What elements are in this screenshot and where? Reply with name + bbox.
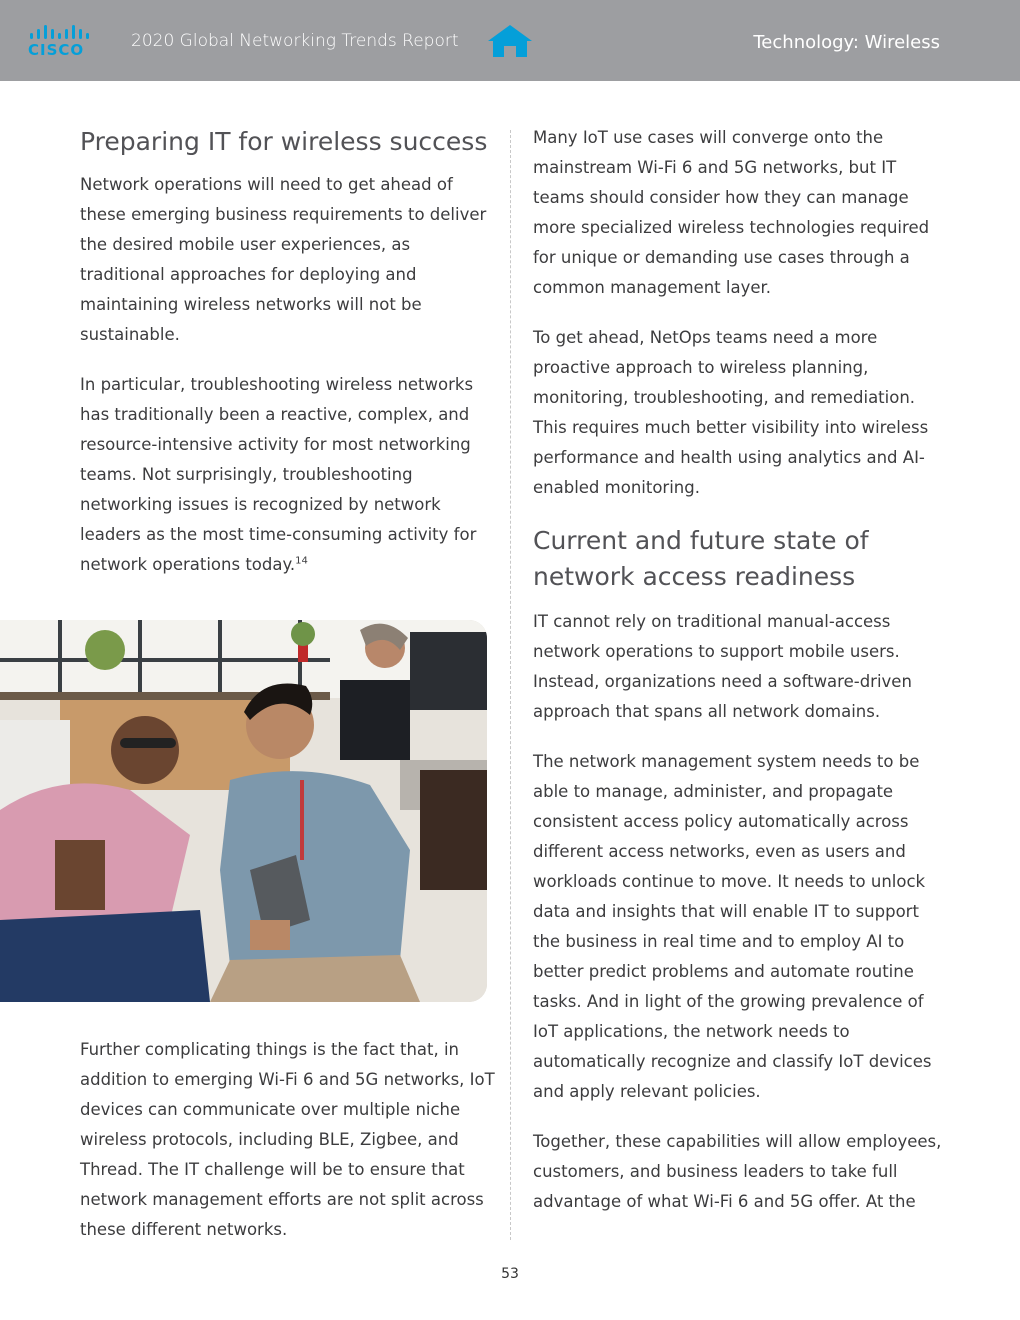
cisco-bars-icon [28,24,94,42]
section-label: Technology: Wireless [753,32,940,53]
logo-wordmark: CISCO [28,41,85,59]
paragraph: IT cannot rely on traditional manual-access network operations to support mobile users. Instead, organizations need a software-driven approach that spans all network domains. [533,612,912,721]
office-photo [0,620,487,1002]
footnote-ref[interactable]: 14 [295,555,308,567]
page-number: 53 [501,1266,519,1282]
section-heading: Current and future state of network access readiness [533,526,869,591]
paragraph: Further complicating things is the fact that, in addition to emerging Wi-Fi 6 and 5G networks, IoT devices can communicate over multiple niche wireless protocols, including BLE, Zigbee, and Thread. The IT challenge will be to ensure that network management efforts are not split across these different networks. [80,1040,495,1239]
left-column-top [80,124,490,600]
paragraph: Together, these capabilities will allow employees, customers, and business leaders to take full advantage of what Wi-Fi 6 and 5G offer. At the [533,1132,942,1211]
report-title: 2020 Global Networking Trends Report [131,31,459,51]
paragraph: Many IoT use cases will converge onto the mainstream Wi-Fi 6 and 5G networks, but IT teams should consider how they can manage more specialized wireless technologies required for unique or demanding use cases through a common management layer. [533,128,930,297]
paragraph: The network management system needs to be able to manage, administer, and propagate consistent access policy automatically across different access networks, even as users and workloads continue to move. It needs to unlock data and insights that will enable IT to support the business in real time and to employ AI to better predict problems and automate routine tasks. And in light of the growing prevalence of IoT applications, the network needs to automatically recognize and classify IoT devices and apply relevant policies. [533,752,932,1101]
right-column [533,123,943,1237]
header-bar [0,0,1020,81]
section-heading: Preparing IT for wireless success [80,127,488,156]
paragraph: Network operations will need to get ahead of these emerging business requirements to deliver the desired mobile user experiences, as traditional approaches for deploying and maintaining wireless networks will not be sustainable. [80,175,487,344]
column-divider [510,130,511,1240]
cisco-logo[interactable] [28,24,96,60]
paragraph-text: In particular, troubleshooting wireless networks has traditionally been a reactive, complex, and resource-intensive activity for most networking teams. Not surprisingly, troubleshooting networking issues is recognized by network leaders as the most time-consuming activity for network operations today. [80,375,477,574]
left-column-bottom [80,1035,495,1265]
home-icon[interactable] [486,23,534,59]
paragraph [80,370,490,580]
paragraph: To get ahead, NetOps teams need a more proactive approach to wireless planning, monitoring, troubleshooting, and remediation. This requires much better visibility into wireless performance and health using analytics and AI-enabled monitoring. [533,328,929,497]
